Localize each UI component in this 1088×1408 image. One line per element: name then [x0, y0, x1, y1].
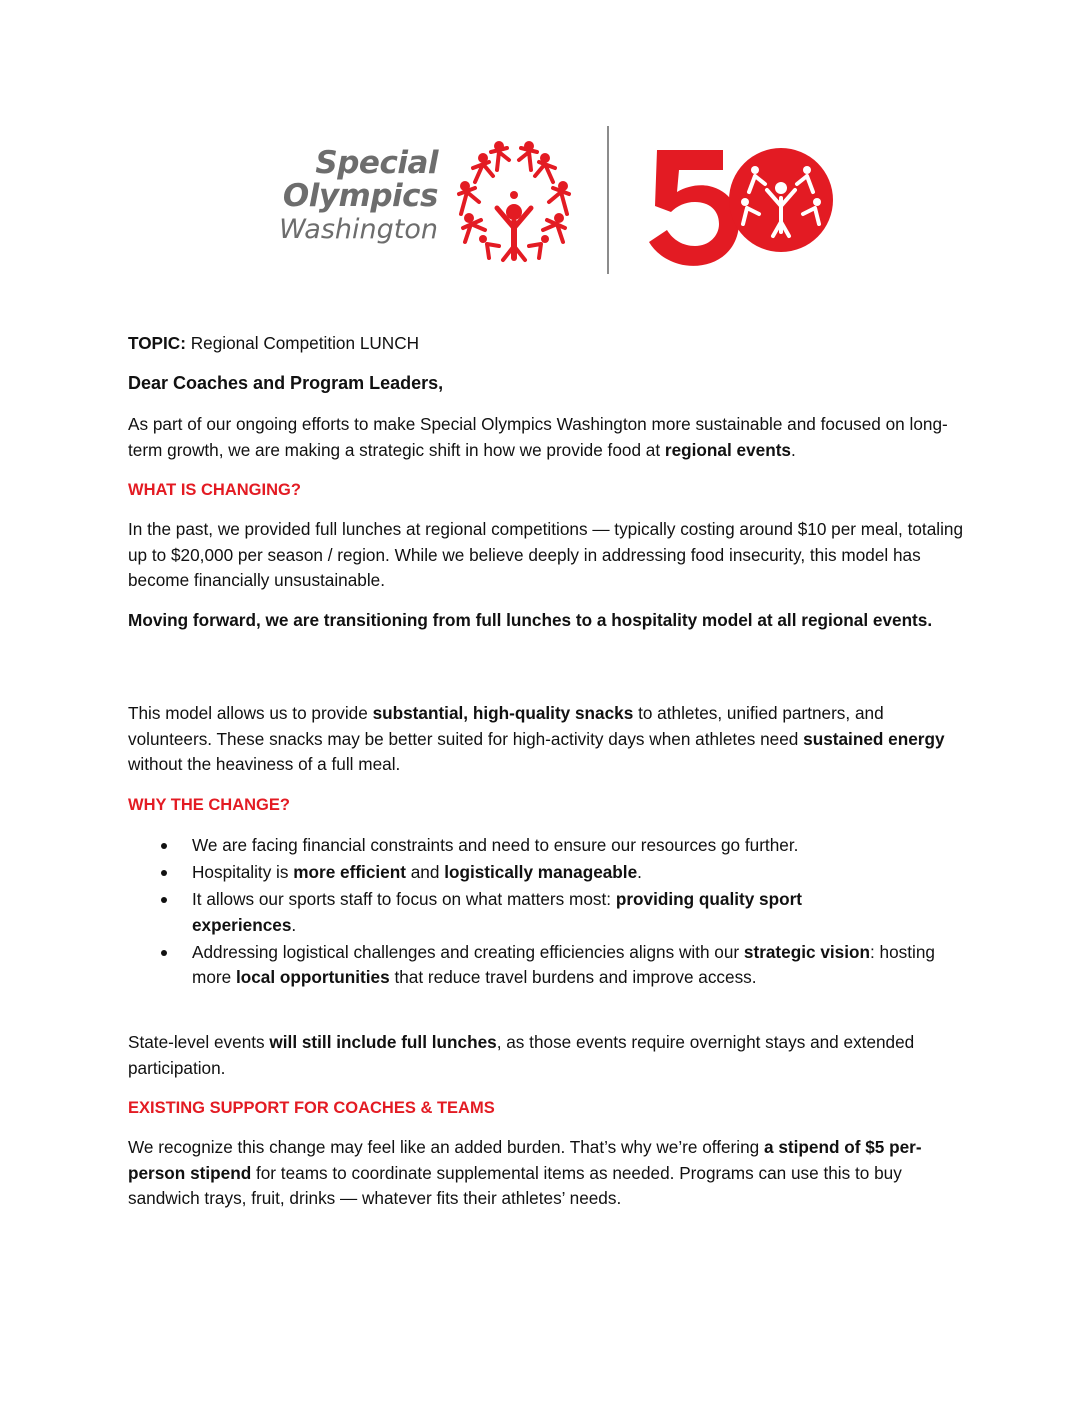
transition-statement: Moving forward, we are transitioning from full lunches to a hospitality model at all regional events.	[128, 610, 933, 630]
logo-divider	[607, 126, 609, 274]
state-level-paragraph	[128, 1030, 968, 1081]
list-item	[128, 860, 968, 886]
bullet-icon	[161, 870, 167, 876]
changing-paragraph: In the past, we provided full lunches at regional competitions — typically costing around $10 per meal, totaling up to $20,000 per season / region. While we believe deeply in addressing food insecurity, this model has become financially unsustainable.	[128, 519, 964, 590]
bullet-text: Hospitality is	[192, 862, 294, 882]
greeting: Dear Coaches and Program Leaders,	[128, 373, 444, 393]
state-text-1: State-level events	[128, 1032, 270, 1052]
bullet-text: .	[637, 862, 642, 882]
logo-line-3: Washington	[279, 214, 438, 245]
model-text-1: This model allows us to provide	[128, 703, 373, 723]
bullet-icon	[161, 950, 167, 956]
state-text-2: , as those events require overnight stays and extended participation.	[128, 1032, 915, 1078]
header-logo	[248, 126, 848, 276]
intro-paragraph	[128, 412, 968, 463]
special-olympics-emblem-icon	[453, 140, 575, 264]
stipend-text-1: We recognize this change may feel like an added burden. That’s why we’re offering	[128, 1137, 764, 1157]
50th-anniversary-logo	[643, 136, 843, 276]
model-text-2: to athletes, unified partners, and volunteers. These snacks may be better suited for high-activity days when athletes need	[128, 703, 884, 749]
bullet-text: and	[405, 862, 445, 882]
bullet-text: Addressing logistical challenges and creating efficiencies aligns with our	[192, 941, 744, 962]
bullet-bold: local opportunities	[235, 967, 390, 987]
intro-text-1: As part of our ongoing efforts to make Special Olympics Washington more sustainable and focused on long-term growth, we are making a strategic shift in how we provide food at	[128, 414, 948, 460]
bullet-bold: logistically manageable	[444, 862, 638, 882]
hospitality-model-paragraph	[128, 701, 968, 778]
reasons-list	[128, 833, 968, 991]
model-bold-2: sustained energy	[803, 728, 945, 749]
bullet-text: .	[291, 914, 297, 935]
stipend-bold-1: a stipend of $5 per-person stipend	[128, 1137, 922, 1183]
bullet-text: : hosting more	[192, 941, 935, 987]
list-item	[128, 940, 968, 991]
logo-line-1: Special	[315, 145, 438, 181]
bullet-icon	[161, 843, 167, 849]
section-heading-existing-support: EXISTING SUPPORT FOR COACHES & TEAMS	[128, 1099, 495, 1117]
state-bold-1: will still include full lunches	[269, 1032, 497, 1052]
model-text-3: without the heaviness of a full meal.	[128, 754, 401, 774]
model-bold-1: substantial, high-quality snacks	[372, 703, 634, 723]
topic-label: TOPIC:	[128, 333, 186, 353]
intro-bold-1: regional events	[664, 439, 791, 460]
stipend-paragraph	[128, 1135, 968, 1212]
topic-value: Regional Competition LUNCH	[190, 333, 420, 353]
section-heading-what-is-changing: WHAT IS CHANGING?	[128, 481, 301, 499]
bullet-text: We are facing financial constraints and need to ensure our resources go further.	[192, 835, 799, 855]
list-item	[128, 887, 968, 938]
bullet-text: It allows our sports staff to focus on what matters most:	[192, 889, 616, 909]
topic-line	[128, 331, 968, 357]
list-item	[128, 833, 968, 859]
bullet-bold: strategic vision	[743, 941, 870, 962]
bullet-text: that reduce travel burdens and improve access.	[389, 967, 757, 987]
intro-text-2: .	[790, 439, 796, 460]
bullet-bold: more efficient	[293, 862, 406, 882]
logo-line-2: Olympics	[282, 178, 438, 214]
anniversary-number: 50	[643, 136, 645, 137]
stipend-text-2: for teams to coordinate supplemental items as needed. Programs can use this to buy sandwich trays, fruit, drinks — whatever fits their athletes’ needs.	[128, 1162, 902, 1208]
bullet-bold: providing quality sport experiences	[192, 889, 803, 935]
section-heading-why-the-change: WHY THE CHANGE?	[128, 796, 290, 814]
logo-wordmark	[248, 145, 438, 245]
bullet-icon	[161, 897, 167, 903]
